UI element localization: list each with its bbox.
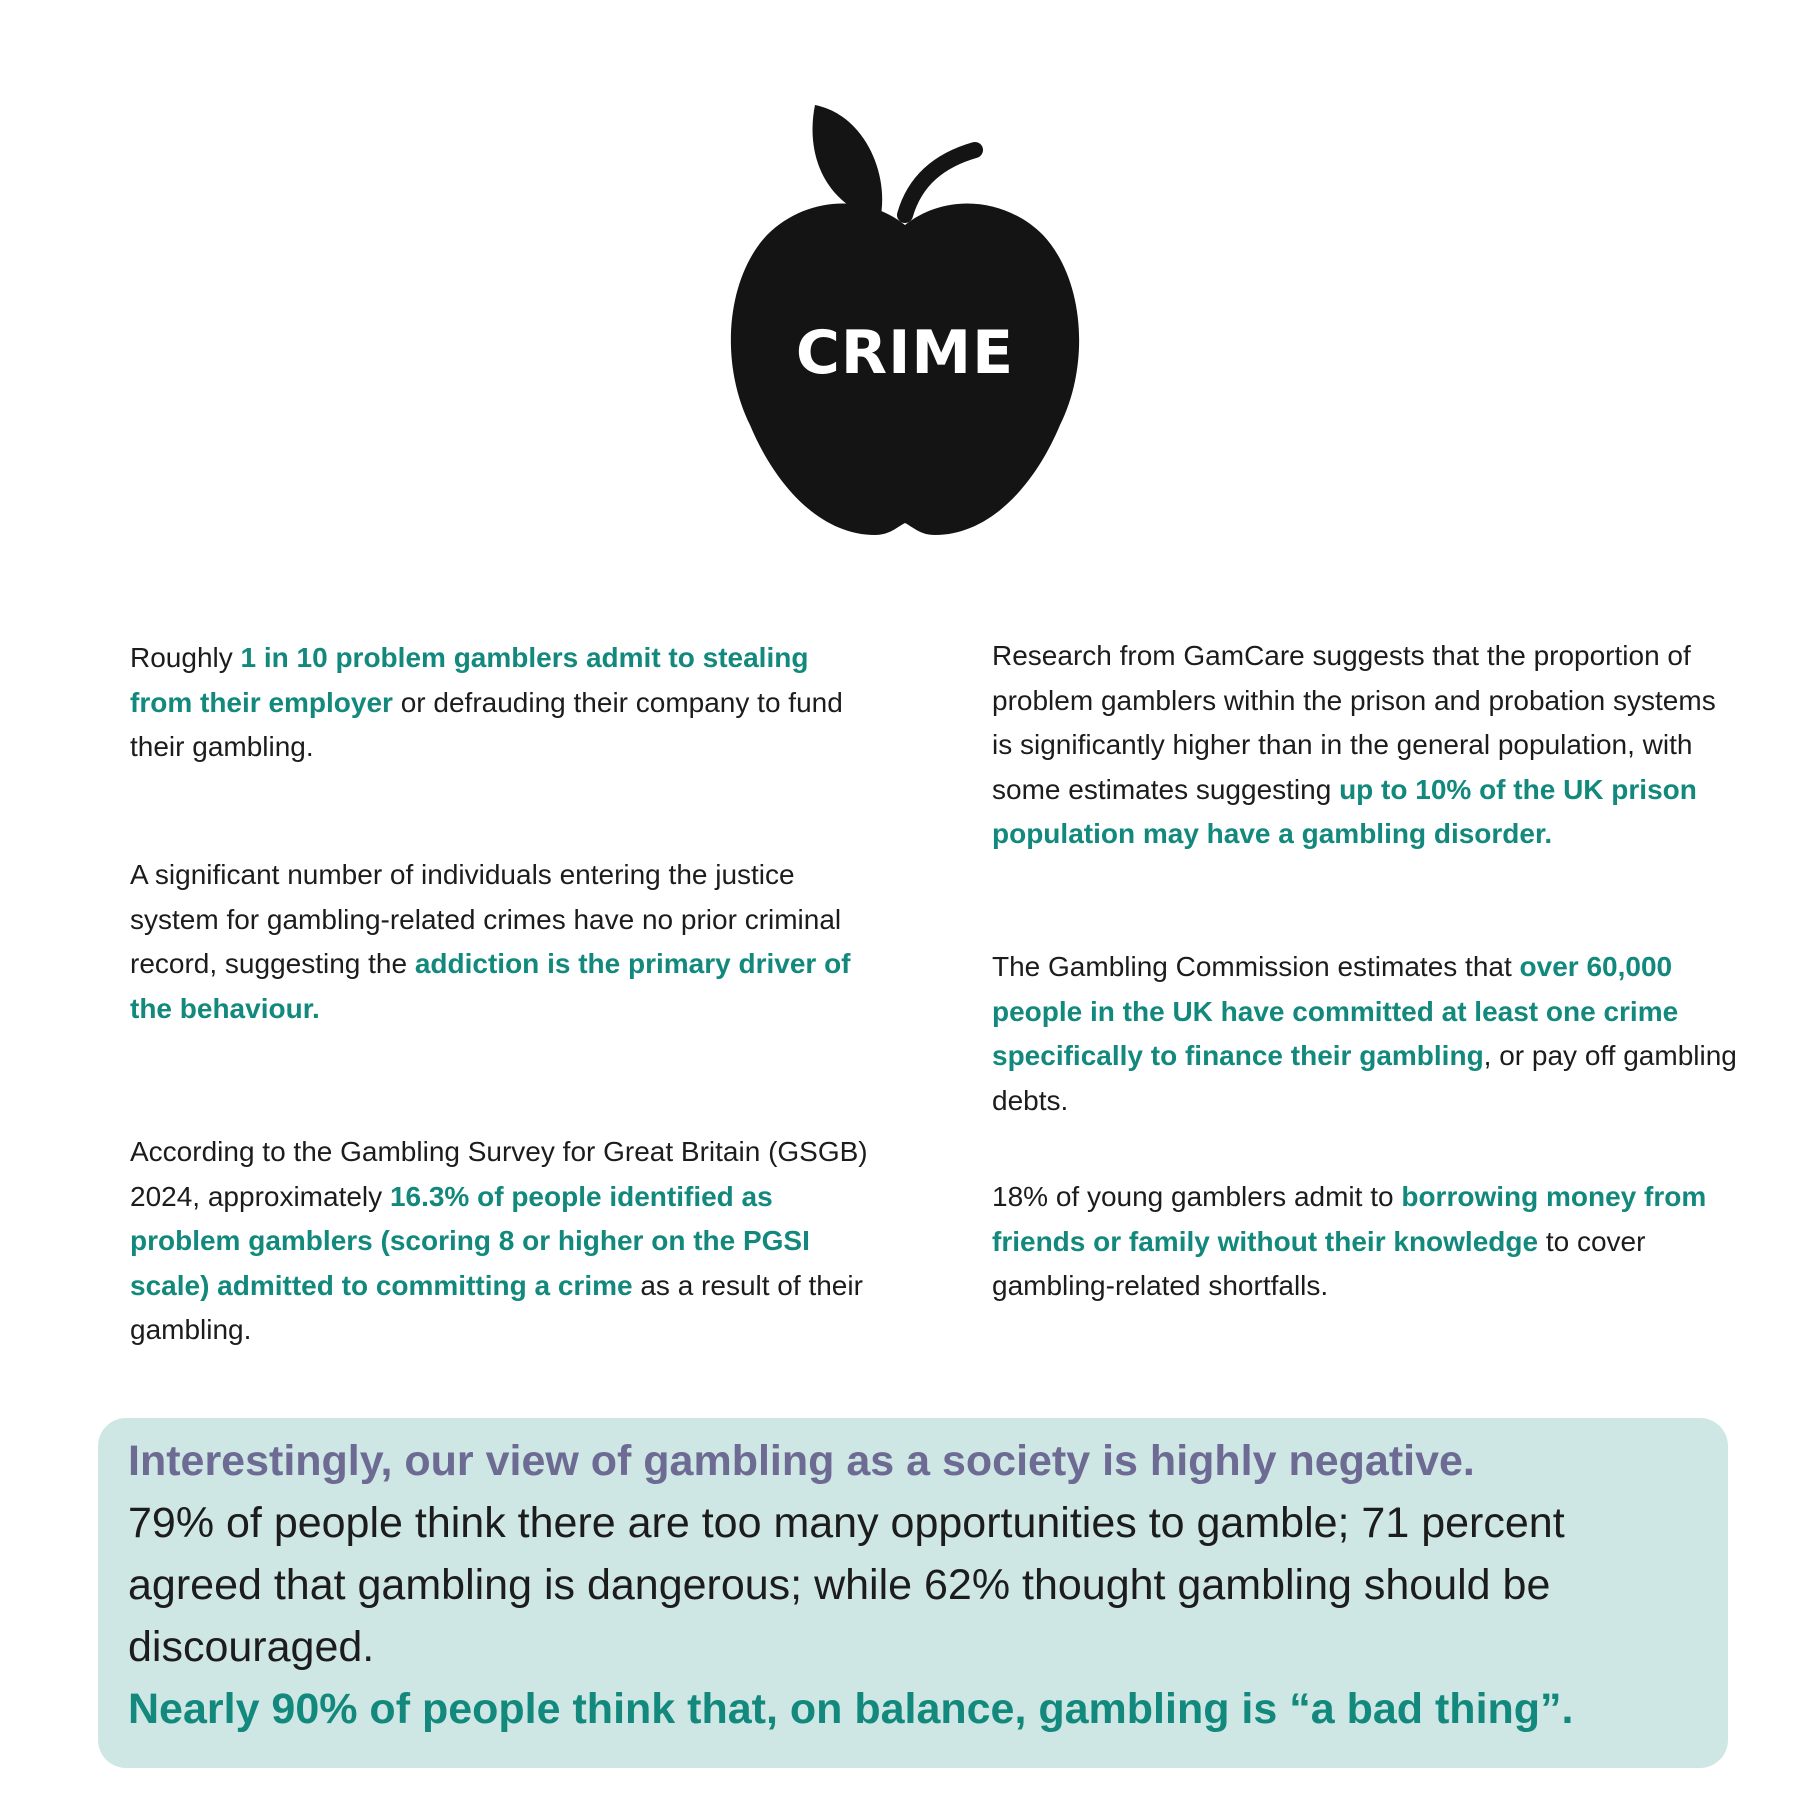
left-paragraph-3 [130, 1130, 870, 1353]
text: Research from GamCare suggests that the proportion of problem gamblers within the prison and probation systems is significantly higher than in the general population, with some estimates suggesting [992, 640, 1716, 805]
callout-headline: Interestingly, our view of gambling as a society is highly negative. [128, 1437, 1475, 1485]
text: 18% of young gamblers admit to [992, 1181, 1402, 1212]
left-paragraph-1 [130, 636, 870, 770]
summary-callout [98, 1418, 1728, 1768]
right-paragraph-3 [992, 1175, 1737, 1309]
text: Roughly [130, 642, 241, 673]
crime-title: CRIME [795, 318, 1015, 388]
callout-content [128, 1430, 1708, 1740]
highlight-text: over 60,000 people in the UK have committed at least one crime specifically to finance their gambling [992, 951, 1679, 1071]
text: A significant number of individuals entering the justice system for gambling-related crimes have no prior criminal record, suggesting the [130, 859, 842, 979]
text: as a result of their gambling. [130, 1269, 863, 1345]
highlight-text: up to 10% of the UK prison population may have a gambling disorder. [992, 773, 1697, 849]
text: According to the Gambling Survey for Great Britain (GSGB) 2024, approximately [130, 1136, 868, 1212]
highlight-text: borrowing money from friends or family without their knowledge [992, 1181, 1707, 1257]
text: or defrauding their company to fund their gambling. [130, 686, 843, 762]
highlight-text: 16.3% of people identified as problem gamblers (scoring 8 or higher on the PGSI scale) admitted to committing a crime [130, 1180, 810, 1301]
left-paragraph-2 [130, 853, 870, 1031]
highlight-text: 1 in 10 problem gamblers admit to stealing from their employer [130, 642, 809, 718]
callout-conclusion: Nearly 90% of people think that, on balance, gambling is “a bad thing”. [128, 1685, 1574, 1733]
text: The Gambling Commission estimates that [992, 951, 1520, 982]
text: , or pay off gambling debts. [992, 1040, 1737, 1116]
highlight-text: addiction is the primary driver of the behaviour. [130, 948, 851, 1024]
text: to cover gambling-related shortfalls. [992, 1225, 1646, 1301]
callout-body: 79% of people think there are too many opportunities to gamble; 71 percent agreed that gambling is dangerous; while 62% thought gambling should be discouraged. [128, 1499, 1565, 1671]
right-paragraph-1 [992, 634, 1737, 857]
right-paragraph-2 [992, 945, 1737, 1123]
